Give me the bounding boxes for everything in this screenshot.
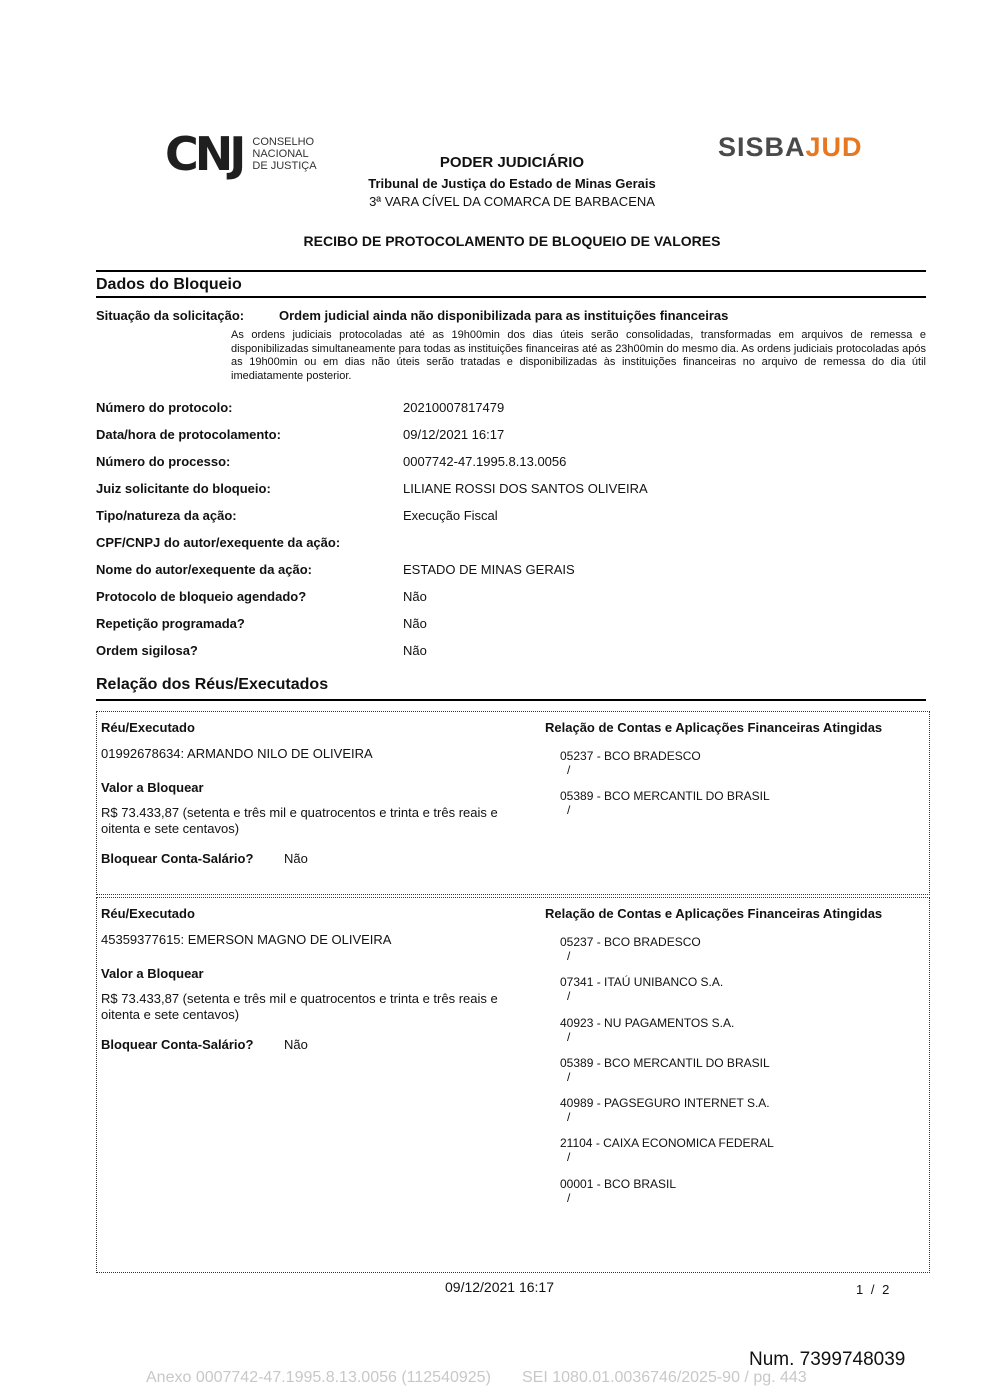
conta-name: 05237 - BCO BRADESCO [560,749,701,763]
field-label: Repetição programada? [96,616,245,631]
conta-salario-label: Bloquear Conta-Salário? [101,851,254,866]
conta-name: 07341 - ITAÚ UNIBANCO S.A. [560,975,724,990]
cnj-logo-line-3: DE JUSTIÇA [252,160,317,172]
field-value: Não [403,643,427,658]
field-value: ESTADO DE MINAS GERAIS [403,562,575,577]
field-label: Protocolo de bloqueio agendado? [96,589,307,604]
page-number: 1 / 2 [856,1282,890,1297]
section-divider-reus [96,699,926,701]
field-label: Número do protocolo: [96,400,233,415]
cnj-logo-line-2: NACIONAL [252,148,309,160]
valor-label: Valor a Bloquear [101,780,204,795]
conta-item [560,1016,774,1056]
section-title-bloqueio: Dados do Bloqueio [96,276,242,293]
conta-name: 40989 - PAGSEGURO INTERNET S.A. [560,1096,770,1111]
conta-list [560,749,770,829]
field-label: Ordem sigilosa? [96,643,198,658]
conta-item [560,975,774,1015]
conta-name: 40923 - NU PAGAMENTOS S.A. [560,1015,735,1030]
field-value: 0007742-47.1995.8.13.0056 [403,454,567,469]
conta-list [560,935,774,1217]
reu-name: 01992678634: ARMANDO NILO DE OLIVEIRA [101,746,373,761]
conta-slash: / [567,763,571,777]
conta-item [560,1177,774,1217]
field-value: Não [403,589,427,604]
tribunal-name: Tribunal de Justiça do Estado de Minas Gerais [368,176,656,191]
conta-salario-label: Bloquear Conta-Salário? [101,1037,254,1052]
conta-name: 05389 - BCO MERCANTIL DO BRASIL [560,1055,770,1070]
conta-item [560,749,770,789]
conta-name: 21104 - CAIXA ECONOMICA FEDERAL [560,1136,774,1151]
valor-label: Valor a Bloquear [101,966,204,981]
valor-value: R$ 73.433,87 (setenta e três mil e quatrocentos e trinta e três reais e oitenta e sete centavos) [101,805,498,836]
situacao-value: Ordem judicial ainda não disponibilizada para as instituições financeiras [279,308,729,323]
document-number: Num. 7399748039 [749,1349,906,1370]
footer-date: 09/12/2021 16:17 [445,1279,554,1295]
conta-item [560,789,770,829]
conta-item [560,1096,774,1136]
field-label: CPF/CNPJ do autor/exequente da ação: [96,535,341,550]
contas-header: Relação de Contas e Aplicações Financeiras Atingidas [545,720,883,735]
section-title-reus: Relação dos Réus/Executados [96,676,329,693]
field-value: Não [403,616,427,631]
conta-slash: / [567,949,571,963]
sisbajud-logo-prefix: SISBA [718,132,806,162]
conta-item [560,935,774,975]
cnj-logo-line-1: CONSELHO [252,136,315,148]
conta-name: 05389 - BCO MERCANTIL DO BRASIL [560,789,770,803]
field-label: Juiz solicitante do bloqueio: [96,481,271,496]
conta-item [560,1136,774,1176]
conta-slash: / [567,803,571,817]
conta-slash: / [567,1150,571,1165]
reu-name: 45359377615: EMERSON MAGNO DE OLIVEIRA [101,932,392,947]
field-label: Número do processo: [96,454,231,469]
situacao-label: Situação da solicitação: [96,308,245,323]
field-value: 20210007817479 [403,400,505,415]
page-heading: PODER JUDICIÁRIO [439,154,585,171]
annex-watermark: Anexo 0007742-47.1995.8.13.0056 (112540925) SEI 1080.01.0036746/2025-90 / pg. 443 [146,1369,807,1386]
conta-item [560,1056,774,1096]
conta-slash: / [567,1190,571,1205]
field-value: Execução Fiscal [403,508,498,523]
reu-card [96,711,930,895]
conta-slash: / [567,1110,571,1125]
field-value: LILIANE ROSSI DOS SANTOS OLIVEIRA [403,481,648,496]
conta-slash: / [567,989,571,1004]
cnj-logo-mark: CNJ [165,127,243,181]
conta-salario-value: Não [284,851,308,866]
conta-name: 00001 - BCO BRASIL [560,1176,677,1191]
conta-name: 05237 - BCO BRADESCO [560,935,701,949]
document-title: RECIBO DE PROTOCOLAMENTO DE BLOQUEIO DE VALORES [303,233,721,249]
conta-slash: / [567,1029,571,1044]
contas-header: Relação de Contas e Aplicações Financeiras Atingidas [545,906,883,921]
conta-salario-value: Não [284,1037,308,1052]
sisbajud-logo-suffix: JUD [805,132,863,162]
field-label: Nome do autor/exequente da ação: [96,562,312,577]
reu-card [96,897,930,1273]
situacao-note: As ordens judiciais protocoladas até as 19h00min dos dias úteis serão consolidadas, transformadas em arquivos de remessa e disponibilizadas simultaneamente para todas as instituições financeiras até as 23h00min do mesmo dia. As ordens judiciais protocoladas após as 19h00min ou em dias não úteis serão tratadas e disponibilizadas às instituições financeiras no arquivo de remessa do dia útil imediatamente posterior. [231,329,926,382]
field-label: Data/hora de protocolamento: [96,427,281,442]
field-label: Tipo/natureza da ação: [96,508,237,523]
conta-slash: / [567,1069,571,1084]
valor-value: R$ 73.433,87 (setenta e três mil e quatrocentos e trinta e três reais e oitenta e sete centavos) [101,991,498,1022]
reu-header: Réu/Executado [101,720,195,735]
field-value: 09/12/2021 16:17 [403,427,505,442]
reu-header: Réu/Executado [101,906,195,921]
vara-name: 3ª VARA CÍVEL DA COMARCA DE BARBACENA [369,194,655,209]
